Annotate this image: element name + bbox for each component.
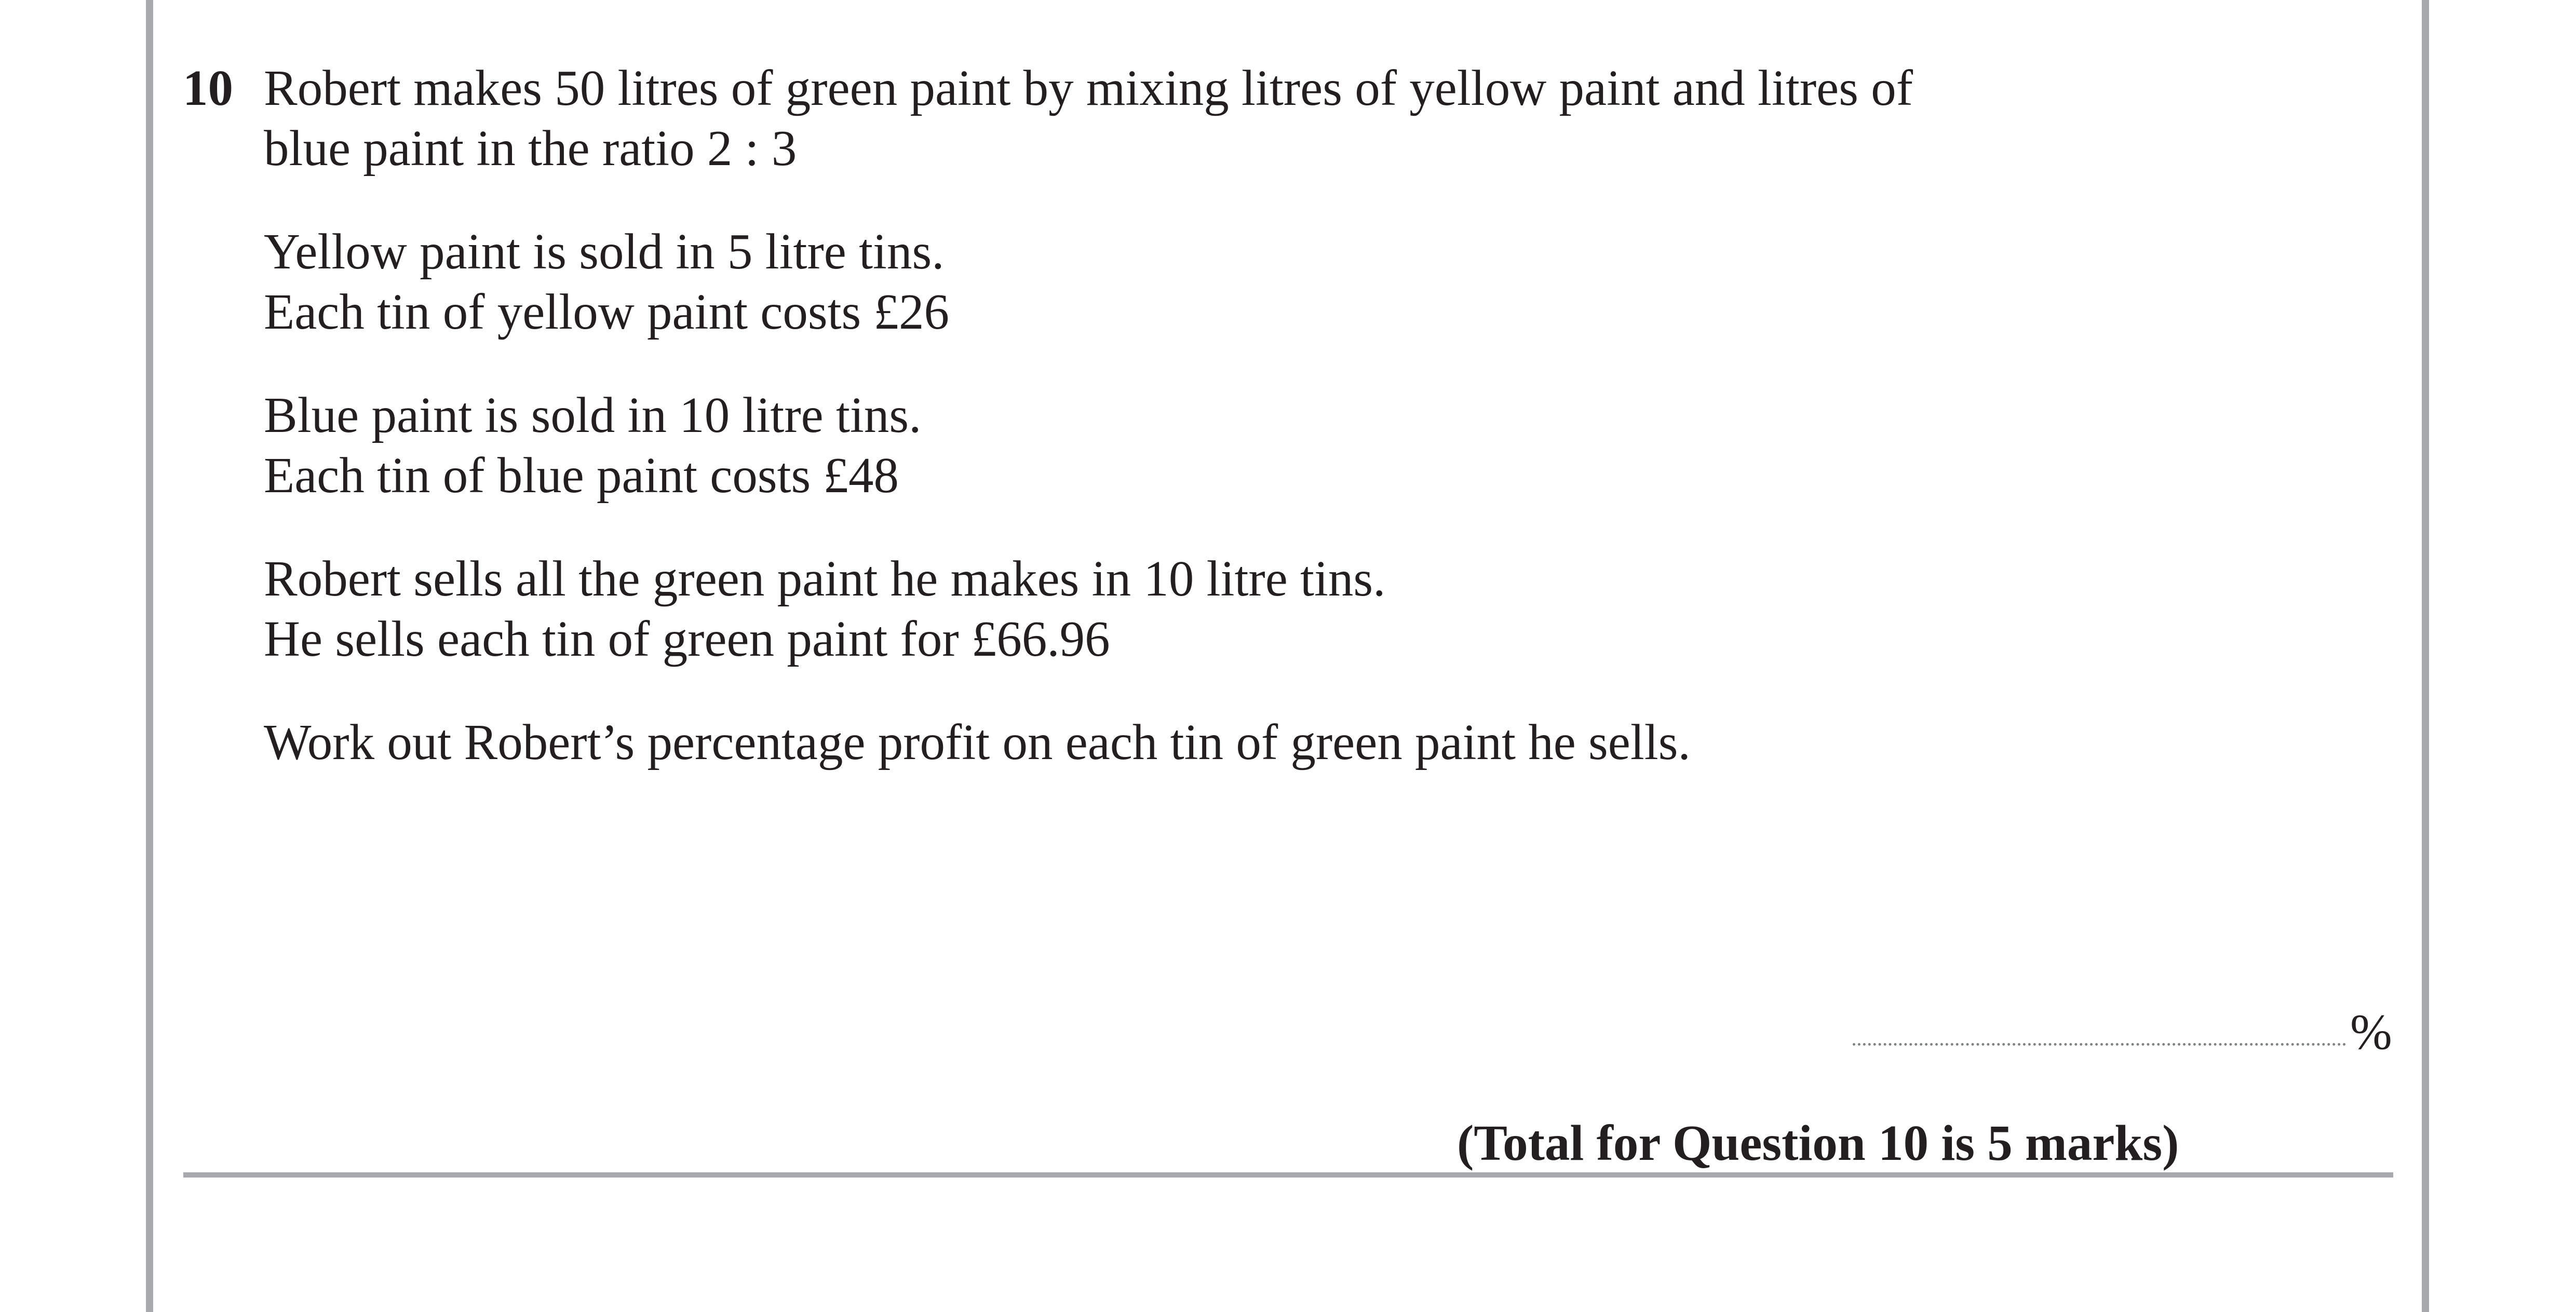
page-border-left <box>146 0 153 1312</box>
question-line: Yellow paint is sold in 5 litre tins. <box>264 224 945 279</box>
answer-line[interactable] <box>1853 1043 2346 1046</box>
question-divider <box>183 1172 2393 1178</box>
green-paint-info <box>264 549 2289 669</box>
question-intro <box>264 58 2289 179</box>
question-instruction <box>264 712 2289 773</box>
question-line: Robert makes 50 litres of green paint by mixing litres of yellow paint and litres of <box>264 60 1913 116</box>
page-border-right <box>2422 0 2429 1312</box>
question-body <box>264 58 2289 816</box>
blue-paint-info <box>264 385 2289 506</box>
total-marks: (Total for Question 10 is 5 marks) <box>1457 1115 2179 1171</box>
answer-unit: % <box>2350 1004 2392 1060</box>
question-line: Each tin of yellow paint costs £26 <box>264 284 950 340</box>
question-line: Each tin of blue paint costs £48 <box>264 448 899 503</box>
question-number: 10 <box>183 60 233 116</box>
question-line: blue paint in the ratio 2 : 3 <box>264 120 797 176</box>
question-line: Blue paint is sold in 10 litre tins. <box>264 387 922 443</box>
question-line: Robert sells all the green paint he makes in 10 litre tins. <box>264 551 1386 606</box>
question-line: He sells each tin of green paint for £66.96 <box>264 611 1110 667</box>
yellow-paint-info <box>264 222 2289 342</box>
question-line: Work out Robert’s percentage profit on each tin of green paint he sells. <box>264 714 1691 770</box>
